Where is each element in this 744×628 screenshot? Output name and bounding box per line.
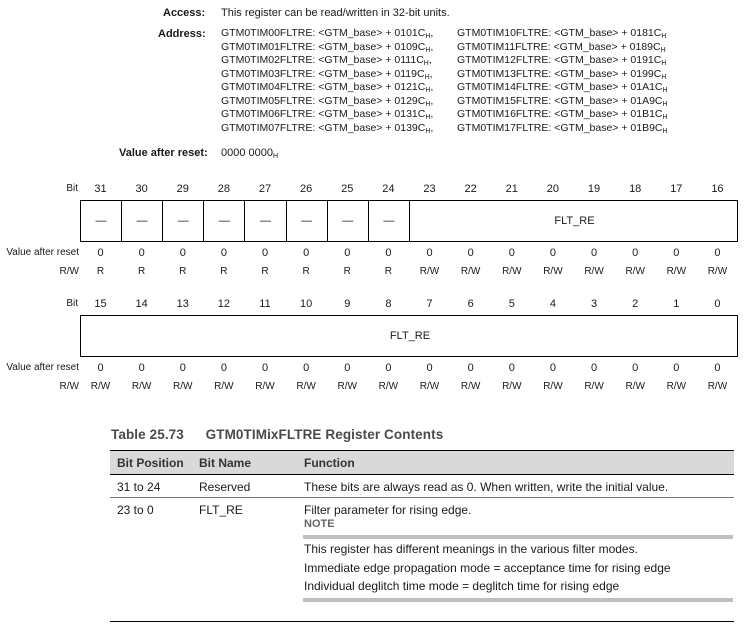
note-line-3: Individual deglitch time mode = deglitch time for rising edge bbox=[304, 579, 620, 593]
left-address-line bbox=[221, 122, 433, 136]
field-flt-re bbox=[81, 316, 739, 356]
field-reserved bbox=[328, 201, 369, 241]
rw-cell: R/W bbox=[707, 381, 728, 392]
address-list-left bbox=[221, 27, 433, 135]
left-address-line bbox=[221, 27, 433, 41]
bit-number: 19 bbox=[587, 183, 601, 195]
reset-value-text: 0000 0000 bbox=[221, 147, 273, 159]
address-label: Address: bbox=[158, 28, 206, 40]
rw-cell: R/W bbox=[255, 381, 275, 392]
address-tail: , bbox=[430, 94, 434, 107]
rw-cell: R bbox=[261, 266, 269, 277]
bit-number: 1 bbox=[673, 298, 680, 310]
reset-value-cell: 0 bbox=[344, 362, 351, 374]
address-text: GTM0TIM14FLTRE: <GTM_base> + 01A1C bbox=[457, 81, 663, 93]
reset-value bbox=[221, 147, 278, 159]
rw-cell: R/W bbox=[214, 381, 234, 392]
reset-value-cell: 0 bbox=[632, 362, 639, 374]
rw-cell: R/W bbox=[584, 266, 604, 277]
bit-number: 18 bbox=[629, 183, 642, 195]
rw-cell: R/W bbox=[666, 266, 687, 277]
reset-value-cell: 0 bbox=[714, 247, 721, 259]
rw-cell: R/W bbox=[378, 381, 399, 392]
field-label: — bbox=[301, 215, 313, 227]
right-address-line bbox=[457, 68, 668, 82]
left-address-line bbox=[221, 95, 433, 109]
rw-cell: R/W bbox=[337, 381, 357, 392]
bit-number: 20 bbox=[546, 183, 560, 195]
rw-cell: R/W bbox=[460, 381, 481, 392]
address-sub: H bbox=[425, 87, 431, 94]
field-reserved bbox=[369, 201, 410, 241]
address-tail: , bbox=[430, 27, 434, 39]
reset-label: Value after reset: bbox=[119, 147, 208, 159]
left-address-line bbox=[221, 54, 433, 68]
reset-value-cell: 0 bbox=[220, 247, 227, 259]
field-reserved bbox=[204, 201, 245, 241]
reset-value-cell: 0 bbox=[303, 247, 310, 259]
table-bottom-rule bbox=[110, 621, 734, 622]
reset-value-cell: 0 bbox=[385, 247, 392, 259]
reset-row-label-upper: Value after reset bbox=[6, 247, 79, 258]
field-label: — bbox=[95, 215, 107, 227]
bit-number: 30 bbox=[135, 183, 148, 195]
rw-cell: R/W bbox=[543, 381, 563, 392]
field-reserved bbox=[81, 201, 122, 241]
address-sub: H bbox=[425, 100, 431, 108]
right-address-line bbox=[457, 41, 668, 55]
bit-number: 31 bbox=[94, 183, 107, 195]
field-reserved bbox=[122, 201, 163, 241]
reset-value-cell: 0 bbox=[97, 362, 104, 374]
address-sub: H bbox=[425, 46, 431, 54]
rw-cell: R bbox=[384, 266, 393, 277]
field-reserved bbox=[163, 201, 204, 241]
bit-number: 25 bbox=[341, 183, 354, 195]
reset-value-cell: 0 bbox=[261, 247, 269, 259]
reset-value-cell: 0 bbox=[426, 362, 433, 374]
address-text: GTM0TIM06FLTRE: <GTM_base> + 0131C bbox=[221, 108, 426, 120]
note-label: NOTE bbox=[304, 518, 335, 530]
rw-cell: R/W bbox=[543, 266, 563, 277]
reset-value-cell: 0 bbox=[138, 362, 145, 374]
address-text: GTM0TIM07FLTRE: <GTM_base> + 0139C bbox=[221, 121, 426, 134]
reset-value-cell: 0 bbox=[261, 362, 269, 374]
bit-number: 14 bbox=[135, 298, 148, 310]
bit-number: 5 bbox=[508, 298, 515, 310]
note-line-1: This register has different meanings in the various filter modes. bbox=[304, 542, 638, 556]
rw-cell: R/W bbox=[460, 266, 481, 277]
note-bottom-bar bbox=[303, 598, 733, 602]
row1-position: 31 to 24 bbox=[117, 480, 161, 494]
address-sub: H bbox=[425, 114, 431, 121]
reset-value-cell: 0 bbox=[426, 247, 433, 259]
reset-value-cell: 0 bbox=[632, 247, 639, 259]
rw-cell: R/W bbox=[625, 381, 645, 392]
header-bit-position: Bit Position bbox=[117, 456, 184, 470]
field-label: — bbox=[383, 215, 395, 227]
bit-number: 27 bbox=[258, 183, 272, 195]
address-text: GTM0TIM05FLTRE: <GTM_base> + 0129C bbox=[221, 94, 426, 107]
reset-value-cell: 0 bbox=[303, 362, 310, 374]
field-label: — bbox=[260, 215, 272, 227]
right-address-line bbox=[457, 108, 668, 122]
table-caption-number: Table 25.73 bbox=[111, 427, 184, 442]
reset-value-cell: 0 bbox=[590, 362, 598, 374]
left-address-line bbox=[221, 68, 433, 82]
reset-value-cell: 0 bbox=[138, 247, 145, 259]
bit-number: 17 bbox=[670, 183, 683, 195]
reset-value-cell: 0 bbox=[467, 362, 474, 374]
address-tail: , bbox=[429, 67, 433, 80]
address-text: GTM0TIM03FLTRE: <GTM_base> + 0119C bbox=[221, 67, 425, 80]
field-reserved bbox=[245, 201, 286, 241]
address-sub: H bbox=[423, 60, 429, 67]
bit-number: 24 bbox=[382, 183, 395, 195]
rw-cell: R bbox=[138, 266, 146, 277]
rw-cell: R bbox=[302, 266, 310, 277]
bit-number: 13 bbox=[176, 298, 189, 310]
field-label: — bbox=[136, 215, 148, 227]
reset-value-cell: 0 bbox=[549, 247, 556, 259]
reset-value-cell: 0 bbox=[385, 362, 392, 374]
address-text: GTM0TIM01FLTRE: <GTM_base> + 0109C bbox=[221, 40, 426, 53]
address-sub: H bbox=[661, 33, 667, 40]
rw-cell: R bbox=[220, 266, 228, 277]
address-text: GTM0TIM04FLTRE: <GTM_base> + 0121C bbox=[221, 81, 426, 93]
bit-number: 7 bbox=[426, 298, 433, 310]
address-text: GTM0TIM17FLTRE: <GTM_base> + 01B9C bbox=[457, 121, 663, 134]
bit-number: 22 bbox=[464, 183, 477, 195]
bit-number: 21 bbox=[505, 183, 518, 195]
address-sub: H bbox=[661, 60, 667, 67]
reset-value-cell: 0 bbox=[179, 247, 186, 259]
right-address-line bbox=[457, 81, 668, 95]
bit-number: 15 bbox=[94, 298, 107, 310]
reset-value-cell: 0 bbox=[508, 362, 515, 374]
reset-value-cell: 0 bbox=[673, 362, 680, 374]
rw-cell: R/W bbox=[584, 381, 604, 392]
reset-row-label-lower: Value after reset bbox=[6, 362, 79, 373]
bit-number: 6 bbox=[467, 298, 474, 310]
left-address-line bbox=[221, 41, 433, 55]
note-line-2: Immediate edge propagation mode = acceptance time for rising edge bbox=[304, 561, 671, 575]
rw-cell: R/W bbox=[131, 381, 152, 392]
right-address-line bbox=[457, 95, 668, 109]
address-tail: , bbox=[430, 121, 434, 134]
bit-number: 16 bbox=[711, 183, 724, 195]
address-tail: , bbox=[430, 108, 434, 120]
upper-register-box bbox=[80, 200, 738, 242]
address-text: GTM0TIM12FLTRE: <GTM_base> + 0191C bbox=[457, 54, 662, 66]
rw-cell: R/W bbox=[419, 381, 440, 392]
bit-number: 29 bbox=[176, 183, 189, 195]
address-sub: H bbox=[662, 114, 668, 121]
field-label: — bbox=[218, 215, 230, 227]
bit-label-lower: Bit bbox=[66, 298, 78, 309]
right-address-line bbox=[457, 54, 668, 68]
address-sub: H bbox=[425, 33, 431, 40]
header-bit-name: Bit Name bbox=[199, 456, 252, 470]
row1-function: These bits are always read as 0. When written, write the initial value. bbox=[304, 480, 669, 494]
address-text: GTM0TIM11FLTRE: <GTM_base> + 0189C bbox=[457, 40, 661, 53]
bit-number: 23 bbox=[423, 183, 436, 195]
reset-value-cell: 0 bbox=[179, 362, 186, 374]
right-address-line bbox=[457, 27, 668, 41]
reset-value-cell: 0 bbox=[220, 362, 227, 374]
address-sub: H bbox=[425, 127, 431, 135]
reset-value-cell: 0 bbox=[673, 247, 680, 259]
address-sub: H bbox=[662, 127, 668, 135]
bit-number: 2 bbox=[632, 298, 639, 310]
field-label: — bbox=[177, 215, 189, 227]
rw-cell: R/W bbox=[90, 381, 111, 392]
address-sub: H bbox=[660, 46, 666, 54]
address-tail: , bbox=[428, 54, 432, 66]
bit-label-upper: Bit bbox=[66, 183, 78, 194]
row2-position: 23 to 0 bbox=[117, 503, 154, 517]
address-sub: H bbox=[662, 100, 668, 108]
row1-name: Reserved bbox=[199, 480, 251, 494]
field-label: — bbox=[342, 215, 354, 227]
rw-cell: R/W bbox=[502, 381, 522, 392]
rw-cell: R bbox=[96, 266, 105, 277]
rw-cell: R/W bbox=[625, 266, 645, 277]
address-text: GTM0TIM15FLTRE: <GTM_base> + 01A9C bbox=[457, 94, 663, 107]
bit-number: 26 bbox=[300, 183, 313, 195]
address-text: GTM0TIM16FLTRE: <GTM_base> + 01B1C bbox=[457, 108, 663, 120]
reset-value-cell: 0 bbox=[714, 362, 721, 374]
bit-number: 0 bbox=[714, 298, 721, 310]
reset-value-cell: 0 bbox=[590, 247, 598, 259]
bit-number: 28 bbox=[217, 183, 230, 195]
rw-cell: R/W bbox=[666, 381, 687, 392]
bit-number: 10 bbox=[300, 298, 313, 310]
address-tail: , bbox=[430, 81, 434, 93]
rw-cell: R/W bbox=[296, 381, 316, 392]
field-label: FLT_RE bbox=[389, 330, 431, 342]
reset-value-cell: 0 bbox=[344, 247, 351, 259]
bit-number: 11 bbox=[259, 298, 271, 310]
address-tail: , bbox=[430, 40, 434, 53]
left-address-line bbox=[221, 108, 433, 122]
rw-row-label-lower: R/W bbox=[59, 381, 79, 392]
address-sub: H bbox=[661, 73, 667, 81]
row2-name: FLT_RE bbox=[199, 503, 243, 517]
header-function: Function bbox=[304, 456, 355, 470]
rw-row-label-upper: R/W bbox=[59, 266, 79, 277]
address-text: GTM0TIM00FLTRE: <GTM_base> + 0101C bbox=[221, 27, 426, 39]
table-caption-title: GTM0TIMixFLTRE Register Contents bbox=[205, 427, 444, 442]
left-address-line bbox=[221, 81, 433, 95]
reset-value-sub: H bbox=[273, 153, 279, 160]
lower-register-box bbox=[80, 315, 738, 357]
address-text: GTM0TIM02FLTRE: <GTM_base> + 0111C bbox=[221, 54, 424, 66]
row2-function: Filter parameter for rising edge. bbox=[304, 503, 472, 517]
bit-number: 4 bbox=[549, 298, 556, 310]
address-text: GTM0TIM13FLTRE: <GTM_base> + 0199C bbox=[457, 67, 662, 80]
rw-cell: R bbox=[343, 266, 351, 277]
rw-cell: R/W bbox=[173, 381, 193, 392]
address-text: GTM0TIM10FLTRE: <GTM_base> + 0181C bbox=[457, 27, 662, 39]
table-caption bbox=[111, 427, 443, 442]
bit-number: 9 bbox=[344, 298, 351, 310]
reset-value-cell: 0 bbox=[467, 247, 474, 259]
field-flt-re bbox=[410, 201, 739, 241]
bit-number: 12 bbox=[217, 298, 230, 310]
access-label: Access: bbox=[163, 7, 206, 19]
rw-cell: R bbox=[179, 266, 187, 277]
reset-value-cell: 0 bbox=[549, 362, 556, 374]
bit-number: 3 bbox=[590, 298, 598, 310]
address-list-right bbox=[457, 27, 668, 135]
field-label: FLT_RE bbox=[554, 215, 595, 227]
table-header-rule bbox=[110, 474, 734, 475]
note-top-bar bbox=[303, 535, 733, 539]
reset-value-cell: 0 bbox=[97, 247, 104, 259]
field-reserved bbox=[287, 201, 328, 241]
rw-cell: R/W bbox=[707, 266, 728, 277]
right-address-line bbox=[457, 122, 668, 136]
rw-cell: R/W bbox=[419, 266, 440, 277]
access-text: This register can be read/written in 32-bit units. bbox=[221, 7, 450, 19]
address-sub: H bbox=[662, 87, 668, 94]
address-sub: H bbox=[424, 73, 430, 81]
table-row-rule bbox=[110, 497, 734, 498]
bit-number: 8 bbox=[385, 298, 392, 310]
reset-value-cell: 0 bbox=[508, 247, 515, 259]
rw-cell: R/W bbox=[502, 266, 522, 277]
